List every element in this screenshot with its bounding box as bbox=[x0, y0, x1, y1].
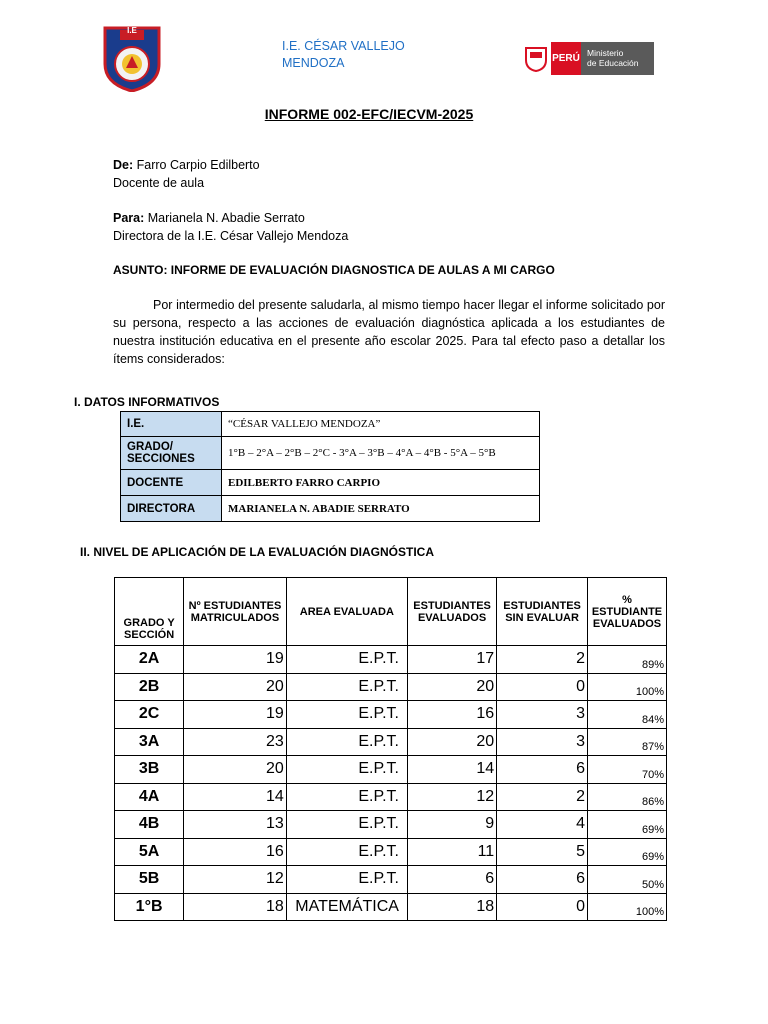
peru-shield-icon bbox=[523, 44, 549, 72]
grade-cell: 2B bbox=[115, 673, 184, 701]
grade-cell: 2A bbox=[115, 646, 184, 674]
area-cell: E.P.T. bbox=[286, 673, 407, 701]
not-evaluated-cell: 3 bbox=[497, 701, 588, 729]
to-block bbox=[113, 210, 348, 245]
body-text: Por intermedio del presente saludarla, al mismo tiempo hacer llegar el informe solicitado por su persona, respecto a las acciones de evaluación diagnóstica aplicada a los estudiantes de nuestra institución educativa en el presente año escolar 2025. Para tal efecto paso a detallar los ítems considerados: bbox=[113, 298, 665, 366]
table-row bbox=[115, 866, 667, 894]
not-evaluated-cell: 6 bbox=[497, 866, 588, 894]
subject-line: ASUNTO: INFORME DE EVALUACIÓN DIAGNOSTICA DE AULAS A MI CARGO bbox=[113, 263, 555, 277]
info-value: MARIANELA N. ABADIE SERRATO bbox=[222, 496, 540, 522]
info-label: DIRECTORA bbox=[121, 496, 222, 522]
evaluated-cell: 6 bbox=[407, 866, 496, 894]
info-value: EDILBERTO FARRO CARPIO bbox=[222, 470, 540, 496]
table-row bbox=[115, 783, 667, 811]
evaluation-body bbox=[115, 646, 667, 921]
enrolled-cell: 23 bbox=[184, 728, 287, 756]
not-evaluated-cell: 5 bbox=[497, 838, 588, 866]
from-block bbox=[113, 157, 260, 192]
not-evaluated-cell: 0 bbox=[497, 673, 588, 701]
table-row bbox=[115, 646, 667, 674]
grade-cell: 3A bbox=[115, 728, 184, 756]
area-cell: E.P.T. bbox=[286, 728, 407, 756]
enrolled-cell: 12 bbox=[184, 866, 287, 894]
enrolled-cell: 14 bbox=[184, 783, 287, 811]
table-row bbox=[115, 811, 667, 839]
table-row bbox=[115, 701, 667, 729]
ministry-line2: de Educación bbox=[587, 58, 639, 68]
evaluated-cell: 17 bbox=[407, 646, 496, 674]
evaluation-header-row bbox=[115, 578, 667, 646]
not-evaluated-cell: 0 bbox=[497, 893, 588, 921]
info-row-grado bbox=[121, 437, 540, 470]
percent-cell: 89% bbox=[587, 646, 666, 674]
grade-cell: 1°B bbox=[115, 893, 184, 921]
school-name-line1: I.E. CÉSAR VALLEJO bbox=[282, 39, 405, 53]
enrolled-cell: 19 bbox=[184, 701, 287, 729]
area-cell: E.P.T. bbox=[286, 701, 407, 729]
not-evaluated-cell: 4 bbox=[497, 811, 588, 839]
info-table bbox=[120, 411, 540, 522]
col-header: GRADO Y SECCIÓN bbox=[115, 578, 184, 646]
table-row bbox=[115, 728, 667, 756]
school-name-line2: MENDOZA bbox=[282, 56, 345, 70]
table-row bbox=[115, 893, 667, 921]
evaluated-cell: 9 bbox=[407, 811, 496, 839]
enrolled-cell: 20 bbox=[184, 756, 287, 784]
enrolled-cell: 18 bbox=[184, 893, 287, 921]
col-header: % ESTUDIANTE EVALUADOS bbox=[587, 578, 666, 646]
percent-cell: 100% bbox=[587, 673, 666, 701]
ministry-box bbox=[581, 42, 654, 75]
to-role: Directora de la I.E. César Vallejo Mendoza bbox=[113, 228, 349, 243]
grade-cell: 2C bbox=[115, 701, 184, 729]
grade-cell: 3B bbox=[115, 756, 184, 784]
grade-cell: 5A bbox=[115, 838, 184, 866]
grade-cell: 5B bbox=[115, 866, 184, 894]
area-cell: MATEMÁTICA bbox=[286, 893, 407, 921]
not-evaluated-cell: 3 bbox=[497, 728, 588, 756]
enrolled-cell: 16 bbox=[184, 838, 287, 866]
enrolled-cell: 20 bbox=[184, 673, 287, 701]
from-name: Farro Carpio Edilberto bbox=[136, 158, 260, 172]
evaluated-cell: 20 bbox=[407, 728, 496, 756]
grade-cell: 4A bbox=[115, 783, 184, 811]
enrolled-cell: 13 bbox=[184, 811, 287, 839]
info-label: I.E. bbox=[121, 412, 222, 437]
section2-heading: II. NIVEL DE APLICACIÓN DE LA EVALUACIÓN DIAGNÓSTICA bbox=[80, 545, 435, 559]
percent-cell: 69% bbox=[587, 838, 666, 866]
to-name: Marianela N. Abadie Serrato bbox=[147, 211, 305, 225]
enrolled-cell: 19 bbox=[184, 646, 287, 674]
info-row-docente bbox=[121, 470, 540, 496]
from-label: De: bbox=[113, 158, 134, 172]
col-header: ESTUDIANTES SIN EVALUAR bbox=[497, 578, 588, 646]
percent-cell: 87% bbox=[587, 728, 666, 756]
evaluated-cell: 14 bbox=[407, 756, 496, 784]
body-paragraph bbox=[113, 296, 665, 368]
percent-cell: 69% bbox=[587, 811, 666, 839]
evaluated-cell: 18 bbox=[407, 893, 496, 921]
area-cell: E.P.T. bbox=[286, 756, 407, 784]
col-header: Nº ESTUDIANTES MATRICULADOS bbox=[184, 578, 287, 646]
percent-cell: 100% bbox=[587, 893, 666, 921]
evaluated-cell: 16 bbox=[407, 701, 496, 729]
info-value: 1°B – 2°A – 2°B – 2°C - 3°A – 3°B – 4°A – 4°B - 5°A – 5°B bbox=[222, 437, 540, 470]
evaluated-cell: 20 bbox=[407, 673, 496, 701]
not-evaluated-cell: 2 bbox=[497, 783, 588, 811]
area-cell: E.P.T. bbox=[286, 866, 407, 894]
area-cell: E.P.T. bbox=[286, 646, 407, 674]
not-evaluated-cell: 2 bbox=[497, 646, 588, 674]
evaluated-cell: 11 bbox=[407, 838, 496, 866]
area-cell: E.P.T. bbox=[286, 783, 407, 811]
not-evaluated-cell: 6 bbox=[497, 756, 588, 784]
table-row bbox=[115, 673, 667, 701]
school-name bbox=[282, 38, 442, 72]
area-cell: E.P.T. bbox=[286, 811, 407, 839]
percent-cell: 86% bbox=[587, 783, 666, 811]
col-header: AREA EVALUADA bbox=[286, 578, 407, 646]
table-row bbox=[115, 756, 667, 784]
info-label: GRADO/ SECCIONES bbox=[121, 437, 222, 470]
area-cell: E.P.T. bbox=[286, 838, 407, 866]
peru-label: PERÚ bbox=[551, 42, 581, 75]
from-role: Docente de aula bbox=[113, 175, 205, 190]
info-label: DOCENTE bbox=[121, 470, 222, 496]
percent-cell: 50% bbox=[587, 866, 666, 894]
info-value: “CÉSAR VALLEJO MENDOZA” bbox=[222, 412, 540, 437]
ministry-logo bbox=[523, 42, 654, 75]
evaluated-cell: 12 bbox=[407, 783, 496, 811]
evaluation-table bbox=[114, 577, 667, 921]
grade-cell: 4B bbox=[115, 811, 184, 839]
to-label: Para: bbox=[113, 211, 145, 225]
report-title: INFORME 002-EFC/IECVM-2025 bbox=[264, 106, 474, 122]
percent-cell: 84% bbox=[587, 701, 666, 729]
ministry-line1: Ministerio bbox=[587, 48, 624, 58]
table-row bbox=[115, 838, 667, 866]
info-row-directora bbox=[121, 496, 540, 522]
percent-cell: 70% bbox=[587, 756, 666, 784]
col-header: ESTUDIANTES EVALUADOS bbox=[407, 578, 496, 646]
crest-text: I.E bbox=[127, 26, 137, 35]
info-row-ie bbox=[121, 412, 540, 437]
section1-heading: I. DATOS INFORMATIVOS bbox=[74, 395, 220, 409]
